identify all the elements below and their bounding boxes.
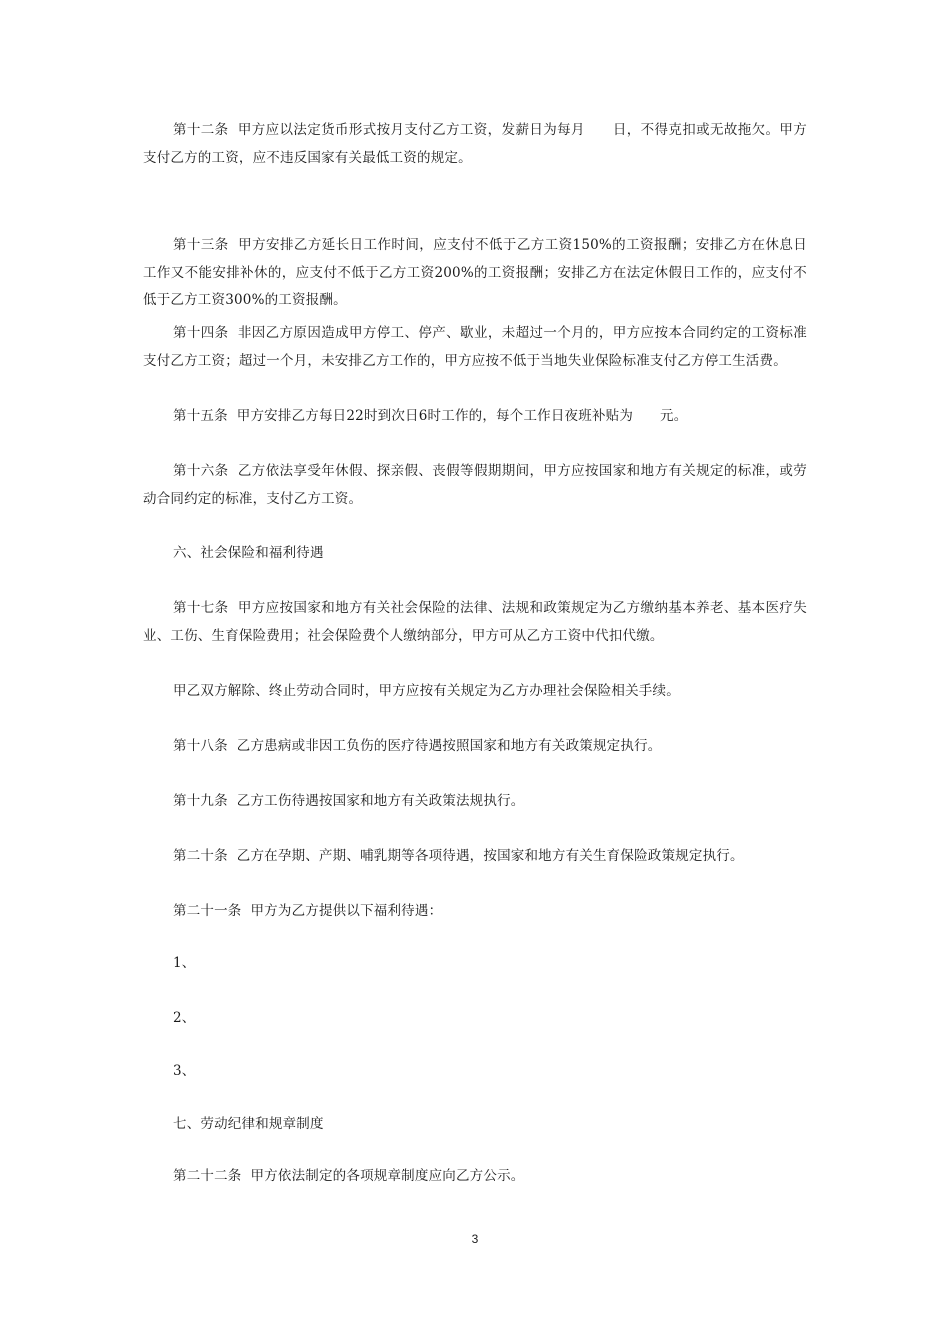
article-12-paragraph: 第十二条 甲方应以法定货币形式按月支付乙方工资，发薪日为每月 日，不得克扣或无故拖欠。甲方支付乙方的工资，应不违反国家有关最低工资的规定。 <box>143 122 807 166</box>
benefit-item-1: 1、 <box>173 955 196 971</box>
section-6-heading: 六、社会保险和福利待遇 <box>173 545 324 561</box>
article-18-paragraph: 第十八条 乙方患病或非因工负伤的医疗待遇按照国家和地方有关政策规定执行。 <box>173 738 662 754</box>
article-22-paragraph: 第二十二条 甲方依法制定的各项规章制度应向乙方公示。 <box>173 1168 525 1184</box>
page-number: 3 <box>471 1232 479 1246</box>
social-insurance-procedure-paragraph: 甲乙双方解除、终止劳动合同时，甲方应按有关规定为乙方办理社会保险相关手续。 <box>173 683 680 699</box>
article-19-paragraph: 第十九条 乙方工伤待遇按国家和地方有关政策法规执行。 <box>173 793 525 809</box>
document-page <box>143 0 807 1344</box>
article-16-paragraph: 第十六条 乙方依法享受年休假、探亲假、丧假等假期期间，甲方应按国家和地方有关规定的标准，或劳动合同约定的标准，支付乙方工资。 <box>143 463 807 507</box>
article-21-paragraph: 第二十一条 甲方为乙方提供以下福利待遇： <box>173 903 443 919</box>
article-17-paragraph: 第十七条 甲方应按国家和地方有关社会保险的法律、法规和政策规定为乙方缴纳基本养老、基本医疗失业、工伤、生育保险费用；社会保险费个人缴纳部分，甲方可从乙方工资中代扣代缴。 <box>143 600 807 644</box>
article-13-paragraph: 第十三条 甲方安排乙方延长日工作时间，应支付不低于乙方工资150%的工资报酬；安排乙方在休息日工作又不能安排补休的，应支付不低于乙方工资200%的工资报酬；安排乙方在法定休假日工作的，应支付不低于乙方工资300%的工资报酬。 <box>143 237 807 308</box>
section-7-heading: 七、劳动纪律和规章制度 <box>173 1116 324 1132</box>
article-14-paragraph: 第十四条 非因乙方原因造成甲方停工、停产、歇业，未超过一个月的，甲方应按本合同约定的工资标准支付乙方工资；超过一个月，未安排乙方工作的，甲方应按不低于当地失业保险标准支付乙方停工生活费。 <box>143 325 807 369</box>
benefit-item-2: 2、 <box>173 1010 196 1026</box>
benefit-item-3: 3、 <box>173 1063 196 1079</box>
article-20-paragraph: 第二十条 乙方在孕期、产期、哺乳期等各项待遇，按国家和地方有关生育保险政策规定执行。 <box>173 848 744 864</box>
article-15-paragraph: 第十五条 甲方安排乙方每日22时到次日6时工作的，每个工作日夜班补贴为 元。 <box>173 408 688 424</box>
